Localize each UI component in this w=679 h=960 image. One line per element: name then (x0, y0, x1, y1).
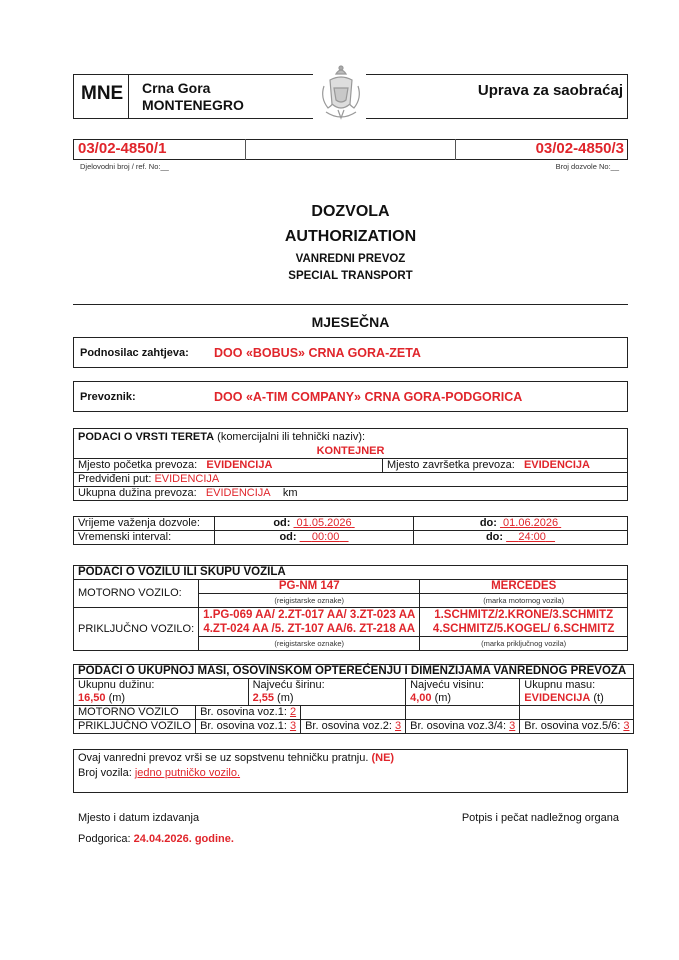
motor-axles-text: Br. osovina voz.1: (200, 706, 290, 718)
cargo-table (73, 428, 628, 501)
issue-date: 24.04.2026. godine. (133, 833, 234, 845)
country-name-local: Crna Gora (142, 80, 211, 96)
trailer-axles-34-value: 3 (509, 720, 516, 732)
to-label: do: (479, 517, 497, 529)
height-unit: (m) (431, 692, 452, 704)
dimensions-table (73, 664, 634, 734)
from-label: od: (279, 531, 297, 543)
cargo-length-label: Ukupna dužina prevoza: (78, 487, 197, 499)
country-code: MNE (73, 74, 129, 119)
height-value: 4,00 (410, 692, 432, 704)
trailer-plates-line2: 4.ZT-024 AA /5. ZT-107 AA/6. ZT-218 AA (203, 623, 416, 635)
interval-label: Vremenski interval: (74, 531, 215, 545)
mass-unit: (t) (590, 692, 604, 704)
trailer-axles-34-cell (406, 720, 520, 734)
trailer-axles-1-value: 3 (289, 720, 297, 732)
cargo-end-label: Mjesto završetka prevoza: (387, 459, 515, 471)
trailer-makes-line2: 4.SCHMITZ/5.KOGEL/ 6.SCHMITZ (432, 623, 615, 635)
agency-name: Uprava za saobraćaj (477, 82, 623, 99)
permit-number-label: Broj dozvole No:__ (555, 162, 619, 171)
place-date-label: Mjesto i datum izdavanja (78, 812, 200, 824)
trailer-axles-2-cell (301, 720, 406, 734)
divider (73, 304, 628, 305)
escort-count-line (78, 767, 240, 779)
issue-place: Podgorica: (78, 833, 134, 845)
motor-make-caption: (marka motornog vozila) (420, 594, 628, 608)
interval-to-time: 24:00 (518, 531, 546, 543)
length-cell (74, 679, 249, 706)
cargo-length-value: EVIDENCIJA (205, 487, 271, 499)
length-value: 16,50 (78, 692, 106, 704)
plate-caption: (reigistarske oznake) (199, 594, 420, 608)
length-label: Ukupnu dužinu: (78, 679, 155, 691)
interval-from-cell (215, 531, 414, 545)
cargo-start-cell (74, 459, 383, 473)
trailer-axles-label: PRIKLJUČNO VOZILO (74, 720, 196, 734)
from-label: od: (273, 517, 291, 529)
escort-count-label: Broj vozila: (78, 767, 135, 779)
trailer-axles-2-value: 3 (394, 720, 402, 732)
mass-label: Ukupnu masu: (524, 679, 596, 691)
to-label: do: (485, 531, 504, 543)
motor-axles-cell (196, 706, 301, 720)
empty-cell (520, 706, 634, 720)
interval-from-time: 00:00 (311, 531, 340, 543)
escort-line (78, 752, 394, 764)
mass-value: EVIDENCIJA (524, 692, 591, 704)
validity-label: Vrijeme važenja dozvole: (74, 517, 215, 531)
validity-from-cell (215, 517, 414, 531)
validity-table (73, 516, 628, 545)
motor-vehicle-make: MERCEDES (420, 580, 628, 594)
motor-axles-label: MOTORNO VOZILO (74, 706, 196, 720)
escort-text: Ovaj vanredni prevoz vrši se uz sopstvenu tehničku pratnju. (78, 752, 372, 764)
trailer-plates (199, 608, 420, 637)
cargo-end-cell (383, 459, 628, 473)
subtitle-en: SPECIAL TRANSPORT (288, 270, 413, 282)
trailer-axles-56-text: Br. osovina voz.5/6: (524, 720, 624, 732)
reference-number-label: Djelovodni broj / ref. No:__ (80, 162, 169, 171)
validity-to-date: 01.06.2026 (503, 517, 559, 529)
cargo-length-unit: km (282, 487, 298, 499)
cargo-start-value: EVIDENCIJA (206, 459, 273, 471)
height-cell (406, 679, 520, 706)
trailer-axles-1-text: Br. osovina voz.1: (200, 720, 290, 732)
trailer-axles-56-cell (520, 720, 634, 734)
title-authorization: AUTHORIZATION (284, 228, 417, 245)
place-date (78, 833, 234, 845)
mass-cell (520, 679, 634, 706)
cargo-end-value: EVIDENCIJA (523, 459, 590, 471)
empty-cell (406, 706, 520, 720)
height-label: Najveću visinu: (410, 679, 485, 691)
interval-to-cell (414, 531, 628, 545)
cargo-type: KONTEJNER (316, 445, 385, 457)
divider (455, 139, 456, 160)
permit-number: 03/02-4850/3 (535, 140, 624, 157)
title-permit: DOZVOLA (311, 203, 390, 220)
empty-cell (301, 706, 406, 720)
cargo-route-value: EVIDENCIJA (154, 473, 220, 485)
validity-from-date: 01.05.2026 (296, 517, 352, 529)
plate-caption: (reigistarske oznake) (199, 637, 420, 651)
trailer-plates-line1: 1.PG-069 AA/ 2.ZT-017 AA/ 3.ZT-023 AA (203, 609, 416, 621)
divider (245, 139, 246, 160)
trailer-makes (420, 608, 628, 637)
width-value: 2,55 (252, 692, 274, 704)
validity-to-cell (414, 517, 628, 531)
permit-period: MJESEČNA (311, 314, 390, 330)
trailer-make-caption: (marka priključnog vozila) (420, 637, 628, 651)
trailer-axles-2-text: Br. osovina voz.2: (305, 720, 395, 732)
trailer-axles-1-cell (196, 720, 301, 734)
cargo-route-cell (74, 473, 628, 487)
vehicle-heading: PODACI O VOZILU ILI SKUPU VOZILA (74, 566, 628, 580)
dimensions-heading: PODACI O UKUPNOJ MASI, OSOVINSKOM OPTEREĆENJU I DIMENZIJAMA VANREDNOG PREVOZA (74, 665, 634, 679)
cargo-route-label: Predviđeni put: (78, 473, 155, 485)
motor-vehicle-label: MOTORNO VOZILO: (74, 580, 199, 608)
trailer-axles-56-value: 3 (623, 720, 630, 732)
country-name-en: MONTENEGRO (142, 97, 244, 113)
carrier-label: Prevoznik: (80, 391, 136, 403)
width-cell (248, 679, 406, 706)
trailer-makes-line1: 1.SCHMITZ/2.KRONE/3.SCHMITZ (434, 609, 614, 621)
applicant-label: Podnosilac zahtjeva: (80, 347, 189, 359)
carrier-value: DOO «A-TIM COMPANY» CRNA GORA-PODGORICA (214, 390, 523, 404)
motor-axles-value: 2 (289, 706, 297, 718)
signature-label: Potpis i pečat nadležnog organa (461, 812, 619, 824)
escort-value: (NE) (371, 752, 395, 764)
cargo-heading-note: (komercijalni ili tehnički naziv): (214, 431, 366, 443)
subtitle-local: VANREDNI PREVOZ (295, 253, 406, 265)
cargo-heading-cell (74, 429, 628, 459)
reference-number: 03/02-4850/1 (78, 140, 167, 157)
cargo-start-label: Mjesto početka prevoza: (78, 459, 198, 471)
trailer-axles-34-text: Br. osovina voz.3/4: (410, 720, 510, 732)
cargo-length-cell (74, 487, 628, 501)
trailer-label: PRIKLJUČNO VOZILO: (74, 608, 199, 651)
escort-count-value: jedno putničko vozilo. (134, 767, 241, 779)
width-label: Najveću širinu: (252, 679, 325, 691)
montenegro-coat-of-arms-icon (316, 64, 366, 124)
applicant-value: DOO «BOBUS» CRNA GORA-ZETA (214, 346, 421, 360)
cargo-heading: PODACI O VRSTI TERETA (78, 431, 215, 443)
vehicle-table (73, 565, 628, 651)
motor-vehicle-plate: PG-NM 147 (199, 580, 420, 594)
width-unit: (m) (274, 692, 294, 704)
length-unit: (m) (105, 692, 126, 704)
country-name (142, 80, 244, 114)
